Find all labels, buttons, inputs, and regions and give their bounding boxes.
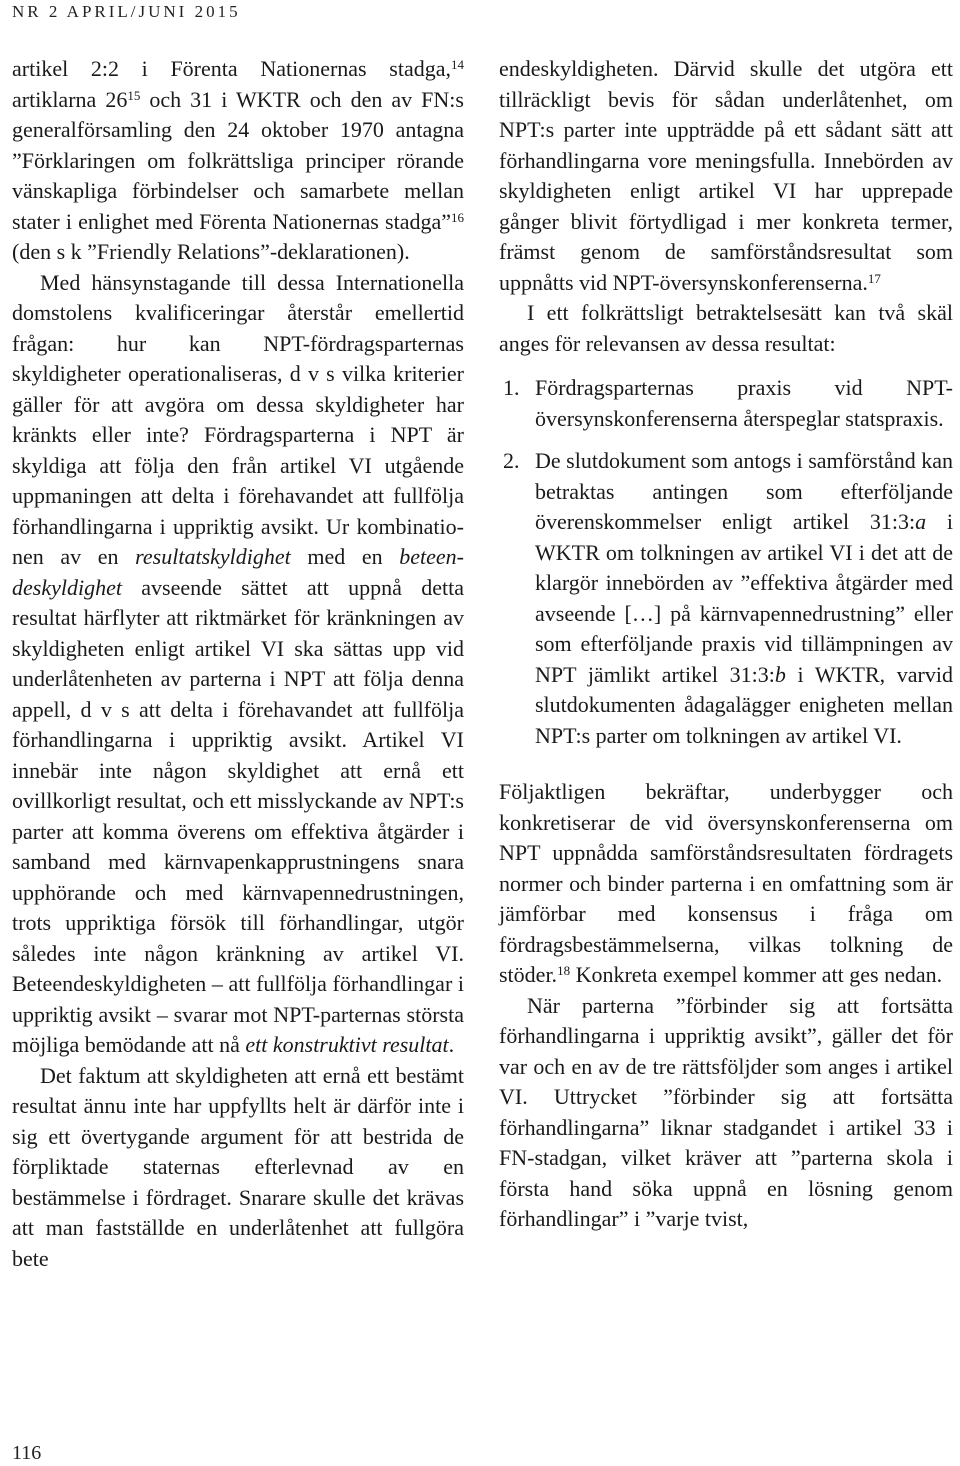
footnote-ref[interactable]: 18 [557,962,571,978]
list-number: 1. [503,375,520,400]
paragraph: Följaktligen bekräftar, underbygger och konkretiserar de vid översynskonferenserna om NPT uppnådda samförståndsresultaten fördragets normer och binder parterna i en omfattning som är jämförbar med konsensus i fråga om fördragsbestämmelserna, vilkas tolkning de stöder.$^{18}$ Konkreta exempel kommer att ges nedan. [499,779,953,987]
page-number: 116 [12,1442,42,1464]
right-column [499,54,953,1235]
footnote-ref[interactable]: 17 [867,270,881,286]
list-item: 2. De slutdokument som antogs i samförstånd kan betraktas antingen som efterföljande överenskommelser enligt artikel 31:3:a i WKTR om tolkningen av artikel VI i det att de klargör innebörden av ”effektiva åtgärder med avseende […] på kärnvapennedrustning” eller som efterföljande praxis vid tillämpningen av NPT jämlikt artikel 31:3:b i WKTR, varvid slutdokumenten ådagalägger enigheten mellan NPT:s parter om tolkningen av artikel VI. [503,448,953,748]
left-column [12,54,464,1274]
paragraph: När parterna ”förbinder sig att fortsätta förhandlingarna i uppriktig avsikt”, gäller det för var och en av de tre rättsföljder som anges i artikel VI. Uttrycket ”förbinder sig att fortsätta förhandlingarna” liknar stadgandet i artikel 33 i FN-stadgan, vilket kräver att ”parterna skola i första hand söka uppnå en lösning genom förhandlingar” i ”varje tvist, [499,992,953,1231]
paragraph: I ett folkrättsligt betraktelsesätt kan två skäl anges för relevansen av dessa resultat: [499,300,953,356]
list-number: 2. [503,448,520,473]
list-item: 1. Fördragsparternas praxis vid NPT-översynskonferenserna återspeglar statspraxis. [503,375,953,431]
paragraph: Med hänsynstagande till dessa Internationella domstolens kvalificeringar återstår emellertid frågan: hur kan NPT-fördragsparternas skyldigheter operationaliseras, d v s vilka kriterier gäller för att avgöra om dessa skyldigheter har kränkts eller inte? Fördragsparterna i NPT är skyldiga att följa den från artikel VI utgående uppmaningen att delta i förehavandet att fullfölja förhandlingarna i uppriktig avsikt. Ur kombinationen av en resultatskyldighet med en beteendeskyldighet avseende sättet att uppnå detta resultat härflyter att riktmärket för kränkningen av skyldigheten enligt artikel VI ska sättas upp vid underlåtenheten av parterna i NPT att följa denna appell, d v s att delta i förehavandet att fullfölja förhandlingarna i uppriktig avsikt. Artikel VI innebär inte någon skyldighet att ernå ett ovillkorligt resultat, och ett misslyckande av NPT:s parter att komma överens om effektiva åtgärder i samband med kärnvapenkapprustningens snara upphörande och med kärnvapennedrustningen, trots uppriktiga försök till förhandlingar, utgör således inte någon kränkning av artikel VI. Beteendeskyldigheten – att fullfölja förhandlingar i uppriktig avsikt – svarar mot NPT-parternas största möjliga bemödande att nå ett konstruktivt resultat. [12,269,464,1057]
footnote-ref[interactable]: 14 [451,56,464,72]
footnote-ref[interactable]: 16 [451,209,464,225]
footnote-ref[interactable]: 15 [127,87,141,103]
paragraph: Det faktum att skyldigheten att ernå ett bestämt resultat ännu inte har uppfyllts helt är därför inte i sig ett övertygande argument för att bestrida de förpliktade staternas efterlevnad av en bestämmelse i fördraget. Snarare skulle det krävas att man fastställde en underlåtenhet att fullgöra bete [12,1062,464,1271]
numbered-list [499,373,953,751]
paragraph: artikel 2:2 i Förenta Nationernas stadga,$^{14}$ artiklarna $26^{15}$ och 31 i WKTR och den av FN:s generalförsamling den 24 oktober 1970 antagna ”Förklaringen om folkrättsliga principer rörande vänskapliga förbindelser och samarbete mellan stater i enlighet med Förenta Nationernas stadga”$^{16}$ (den s k ”Friendly Relations”-deklarationen). [12,56,464,264]
paragraph: endeskyldigheten. Därvid skulle det utgöra ett tillräckligt bevis för sådan underlåtenhet, om NPT:s parter inte uppträdde på ett sådant sätt att förhandlingarna vore meningsfulla. Innebörden av skyldigheten enligt artikel VI har upprepade gånger blivit förtydligad i mer konkreta termer, främst genom de samförståndsresultat som uppnåtts vid NPT-översynskonferenserna.$^{17}$ [499,56,953,295]
running-header: NR 2 APRIL/JUNI 2015 [12,2,241,21]
